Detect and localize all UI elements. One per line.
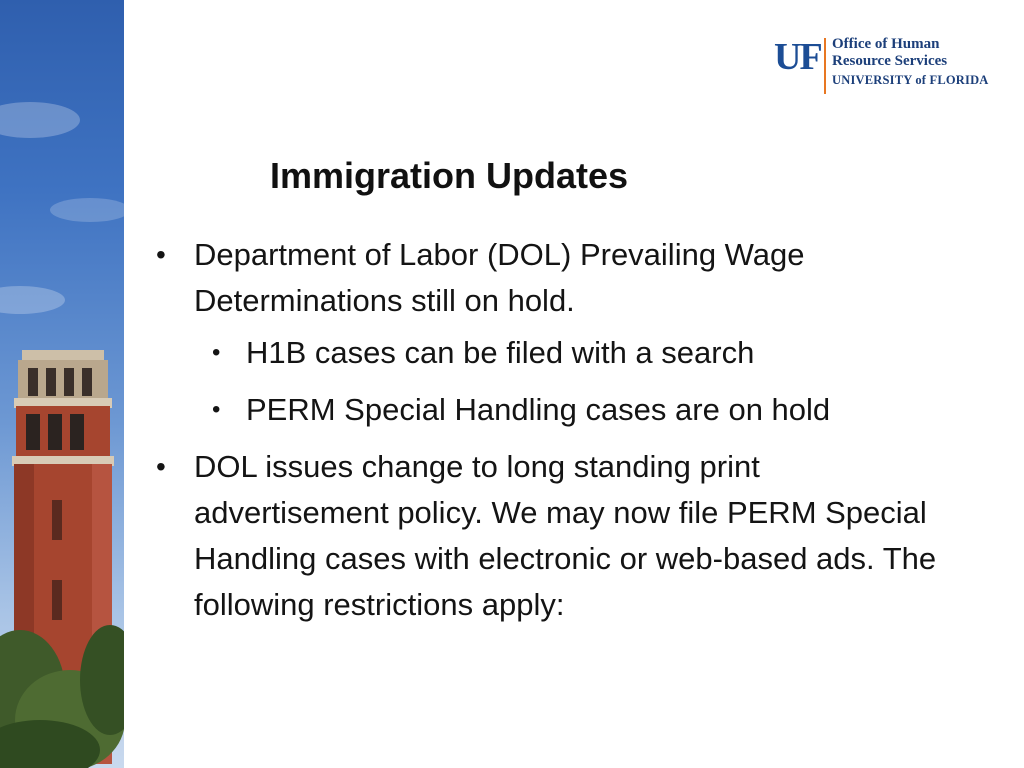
sub-bullet-dot-icon: • bbox=[212, 396, 221, 423]
sub-bullet-list bbox=[194, 330, 956, 433]
century-tower-illustration bbox=[0, 0, 124, 768]
sub-bullet-item bbox=[194, 387, 956, 433]
logo-line-university: UNIVERSITY of FLORIDA bbox=[832, 72, 989, 87]
bullet-text: DOL issues change to long standing print advertisement policy. We may now file PERM Special Handling cases with electronic or web-based ads. The following restrictions apply: bbox=[194, 449, 937, 622]
bullet-item bbox=[156, 232, 956, 433]
uf-logo-mark: UF bbox=[774, 36, 821, 78]
bullet-dot-icon: • bbox=[156, 451, 166, 482]
sub-bullet-dot-icon: • bbox=[212, 339, 221, 366]
slide-title: Immigration Updates bbox=[270, 155, 629, 196]
logo-divider bbox=[824, 38, 826, 94]
bullet-list bbox=[156, 232, 956, 628]
side-photo-strip bbox=[0, 0, 124, 768]
logo-text bbox=[832, 36, 989, 87]
bullet-text: Department of Labor (DOL) Prevailing Wage Determinations still on hold. bbox=[194, 237, 805, 318]
bullet-dot-icon: • bbox=[156, 239, 166, 270]
logo-line-services: Resource Services bbox=[832, 53, 948, 70]
bullet-item bbox=[156, 444, 956, 628]
sub-bullet-text: H1B cases can be filed with a search bbox=[246, 335, 755, 370]
logo-line-office: Office of Human bbox=[832, 36, 940, 52]
sub-bullet-item bbox=[194, 330, 956, 376]
sub-bullet-text: PERM Special Handling cases are on hold bbox=[246, 392, 831, 427]
uf-hr-logo bbox=[774, 36, 994, 98]
